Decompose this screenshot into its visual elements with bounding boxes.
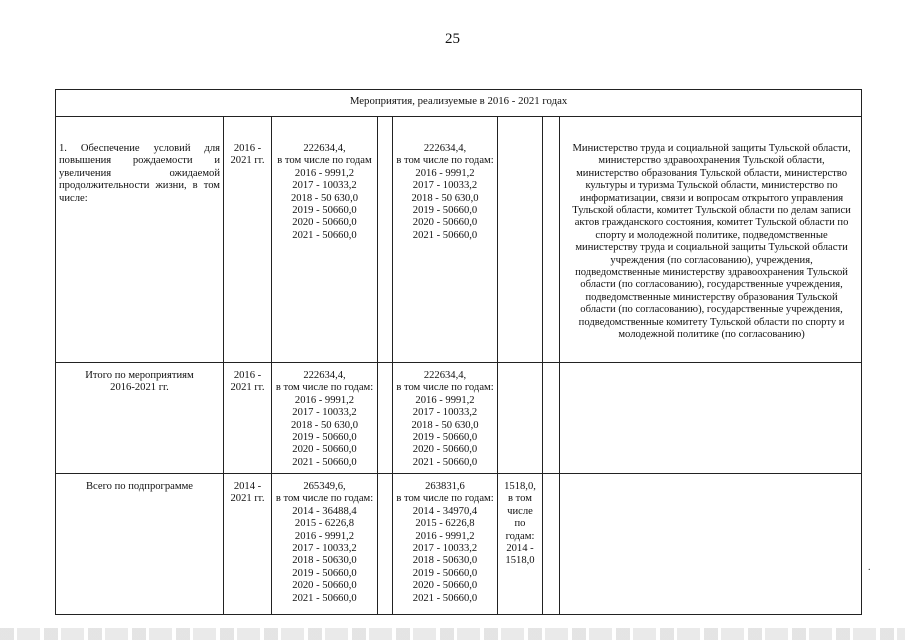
regional-funding-cell — [393, 363, 498, 474]
funding-line: 2021 - 50660,0 — [412, 592, 478, 604]
funding-line: 2016 - 9991,2 — [415, 167, 475, 179]
funding-line: годам: — [505, 530, 535, 542]
funding-line: 2017 - 10033,2 — [292, 543, 357, 555]
funding-line: 2018 - 50 630,0 — [290, 419, 359, 431]
funding-line: 2020 - 50660,0 — [412, 444, 478, 456]
name-line: Итого по мероприятиям — [85, 370, 194, 381]
funding-line: 2019 - 50660,0 — [412, 567, 478, 579]
funding-line: в том числе по годам: — [396, 382, 494, 394]
funding-line: 2021 - 50660,0 — [292, 456, 357, 468]
funding-line: 2015 - 6226,8 — [415, 518, 475, 530]
funding-line: 2015 - 6226,8 — [294, 518, 355, 530]
funding-line: 2016 - 9991,2 — [415, 530, 475, 542]
table-row — [56, 363, 862, 474]
executors-cell — [560, 474, 862, 615]
period-line: 2021 гг. — [230, 382, 265, 394]
funding-line: 2019 - 50660,0 — [292, 432, 357, 444]
funding-line: 222634,4, — [303, 370, 346, 381]
total-funding-cell — [272, 474, 378, 615]
funding-line: 222634,4, — [423, 143, 467, 154]
period-cell — [224, 363, 272, 474]
funding-line: 2020 - 50660,0 — [292, 444, 357, 456]
funding-line: в том числе по годам: — [275, 382, 374, 394]
funding-line: 2020 - 50660,0 — [292, 217, 357, 229]
funding-line: по — [514, 518, 526, 530]
total-funding-cell — [272, 363, 378, 474]
page-number: 25 — [445, 31, 460, 47]
subprogram-table — [55, 89, 862, 615]
funding-line: 2018 - 50630,0 — [292, 555, 357, 567]
funding-line: 2018 - 50 630,0 — [290, 192, 359, 204]
table-row — [56, 474, 862, 615]
funding-line: 265349,6, — [303, 481, 346, 492]
funding-line: 2016 - 9991,2 — [415, 394, 475, 406]
measure-name — [56, 474, 224, 615]
total-funding-cell — [272, 117, 378, 363]
federal-cell — [378, 363, 393, 474]
scan-artifact-strip — [0, 628, 905, 640]
funding-line: 2020 - 50660,0 — [292, 580, 357, 592]
funding-line: 2021 - 50660,0 — [412, 456, 478, 468]
funding-line: 2019 - 50660,0 — [412, 432, 478, 444]
extra-cell — [543, 363, 560, 474]
funding-line: 263831,6 — [425, 481, 465, 492]
funding-line: 2017 - 10033,2 — [412, 407, 478, 419]
funding-line: 2017 - 10033,2 — [412, 180, 478, 192]
other-funding-cell — [498, 474, 543, 615]
section-header-row — [56, 90, 862, 117]
federal-cell — [378, 474, 393, 615]
funding-line: 2020 - 50660,0 — [412, 580, 478, 592]
executors-cell — [560, 363, 862, 474]
name-line: Всего по подпрограмме — [85, 481, 193, 492]
measure-name — [56, 363, 224, 474]
regional-funding-cell — [393, 117, 498, 363]
funding-line: 2016 - 9991,2 — [294, 167, 355, 179]
period-line: 2021 гг. — [230, 493, 265, 505]
period-cell — [224, 117, 272, 363]
funding-line: 2014 - — [506, 543, 534, 555]
local-cell — [498, 117, 543, 363]
funding-line: 2016 - 9991,2 — [294, 394, 355, 406]
funding-line: 222634,4, — [423, 370, 467, 381]
table-row — [56, 117, 862, 363]
funding-line: в том числе по годам: — [275, 493, 374, 505]
funding-line: 2021 - 50660,0 — [292, 229, 357, 241]
funding-line: 2017 - 10033,2 — [412, 543, 478, 555]
extra-cell — [543, 474, 560, 615]
funding-line: 2021 - 50660,0 — [292, 592, 357, 604]
funding-line: 2014 - 36488,4 — [292, 505, 357, 517]
funding-line: 222634,4, — [303, 143, 346, 154]
funding-line: 2018 - 50630,0 — [412, 555, 478, 567]
section-header: Мероприятия, реализуемые в 2016 - 2021 годах — [56, 90, 862, 117]
name-line: 2016-2021 гг. — [110, 382, 169, 394]
federal-cell — [378, 117, 393, 363]
funding-line: 2017 - 10033,2 — [292, 180, 357, 192]
extra-cell — [543, 117, 560, 363]
footer-mark: . — [868, 562, 871, 573]
period-line: 2014 - — [233, 481, 262, 492]
funding-line: 2017 - 10033,2 — [292, 407, 357, 419]
period-line: 2016 - — [233, 143, 262, 154]
funding-line: 2019 - 50660,0 — [412, 205, 478, 217]
measure-name: 1. Обеспечение условий для повышения рождаемости и увеличения ожидаемой продолжительности жизни, в том числе: — [56, 117, 224, 363]
period-cell — [224, 474, 272, 615]
funding-line: 2019 - 50660,0 — [292, 567, 357, 579]
funding-line: 2018 - 50 630,0 — [411, 419, 479, 431]
executors-cell: Министерство труда и социальной защиты Тульской области, министерство здравоохранения Тульской области, министерство образования Тульской области, министерство культуры и туризма Тульской области, министерство по информатизации, связи и вопросам открытого управления Тульской области, комитет Тульской области по делам записи актов гражданского состояния, комитет Тульской области по спорту и молодежной политике, подведомственные министерству труда и социальной защиты Тульской области учреждения (по согласованию), учреждения, подведомственные министерству здравоохранения Тульской области (по согласованию), государственные учреждения, подведомственные министерству образования Тульской области (по согласованию), государственные учреждения, подведомственные комитету Тульской области по спорту и молодежной политике (по согласованию) — [560, 117, 862, 363]
funding-line: в том числе по годам: — [396, 155, 494, 167]
funding-line: 1518,0 — [505, 555, 535, 567]
funding-line: в том — [508, 493, 532, 505]
funding-line: числе — [507, 505, 533, 517]
funding-line: 2019 - 50660,0 — [292, 205, 357, 217]
funding-line: в том числе по годам — [277, 155, 372, 167]
funding-line: 2014 - 34970,4 — [412, 505, 478, 517]
funding-line: 2018 - 50 630,0 — [411, 192, 479, 204]
funding-line: 2021 - 50660,0 — [412, 229, 478, 241]
funding-line: в том числе по годам: — [396, 493, 494, 505]
funding-line: 2020 - 50660,0 — [412, 217, 478, 229]
funding-line: 2016 - 9991,2 — [294, 530, 355, 542]
local-cell — [498, 363, 543, 474]
period-line: 2021 гг. — [230, 155, 265, 167]
period-line: 2016 - — [233, 370, 262, 381]
funding-line: 1518,0, — [504, 481, 536, 492]
regional-funding-cell — [393, 474, 498, 615]
